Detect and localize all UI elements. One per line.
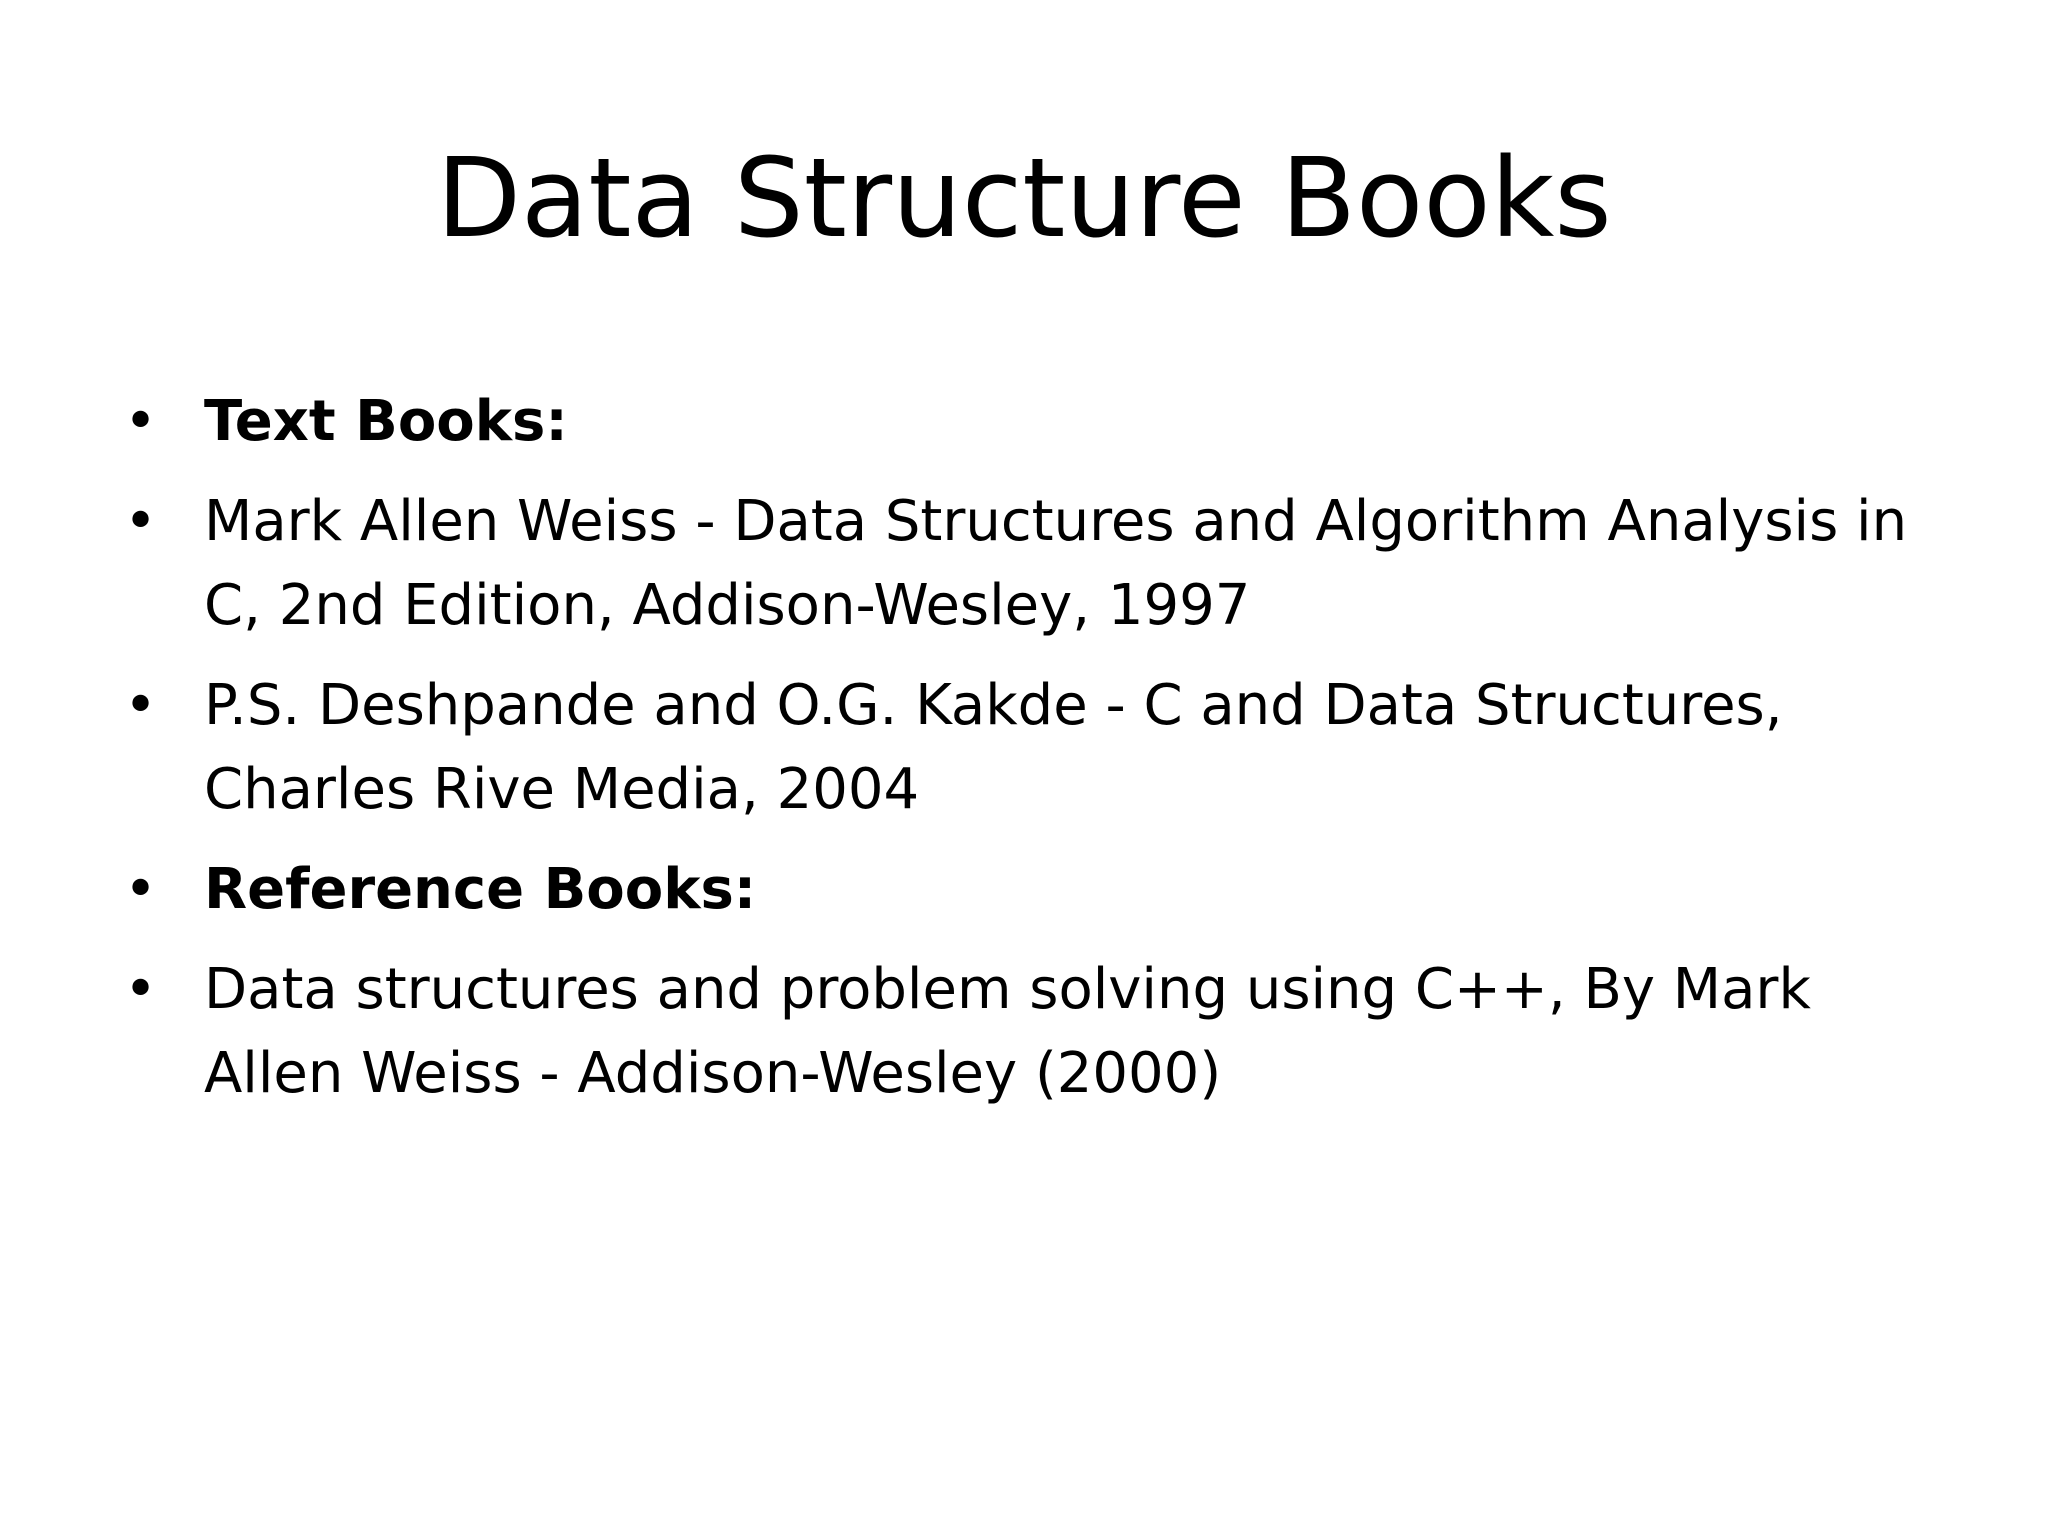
bullet-icon: • bbox=[124, 673, 158, 738]
bullet-text: P.S. Deshpande and O.G. Kakde - C and Data Structures, Charles Rive Media, 2004 bbox=[204, 673, 1783, 822]
bullet-icon: • bbox=[124, 389, 158, 454]
bullet-item-reference-books-heading bbox=[120, 848, 1960, 932]
bullet-icon: • bbox=[124, 489, 158, 554]
bullet-item-text-books-heading bbox=[120, 380, 1960, 464]
bullet-icon: • bbox=[124, 857, 158, 922]
bullet-item-weiss-c bbox=[120, 480, 1960, 648]
bullet-item-deshpande-kakde bbox=[120, 664, 1960, 832]
bullet-list bbox=[120, 380, 1960, 1132]
bullet-text: Reference Books: bbox=[204, 857, 757, 922]
bullet-item-weiss-cpp bbox=[120, 948, 1960, 1116]
bullet-icon: • bbox=[124, 957, 158, 1022]
slide-title: Data Structure Books bbox=[436, 134, 1612, 262]
bullet-text: Text Books: bbox=[204, 389, 568, 454]
bullet-text: Data structures and problem solving using C++, By Mark Allen Weiss - Addison-Wesley (2000) bbox=[204, 957, 1811, 1106]
bullet-text: Mark Allen Weiss - Data Structures and Algorithm Analysis in C, 2nd Edition, Addison-Wesley, 1997 bbox=[204, 489, 1908, 638]
